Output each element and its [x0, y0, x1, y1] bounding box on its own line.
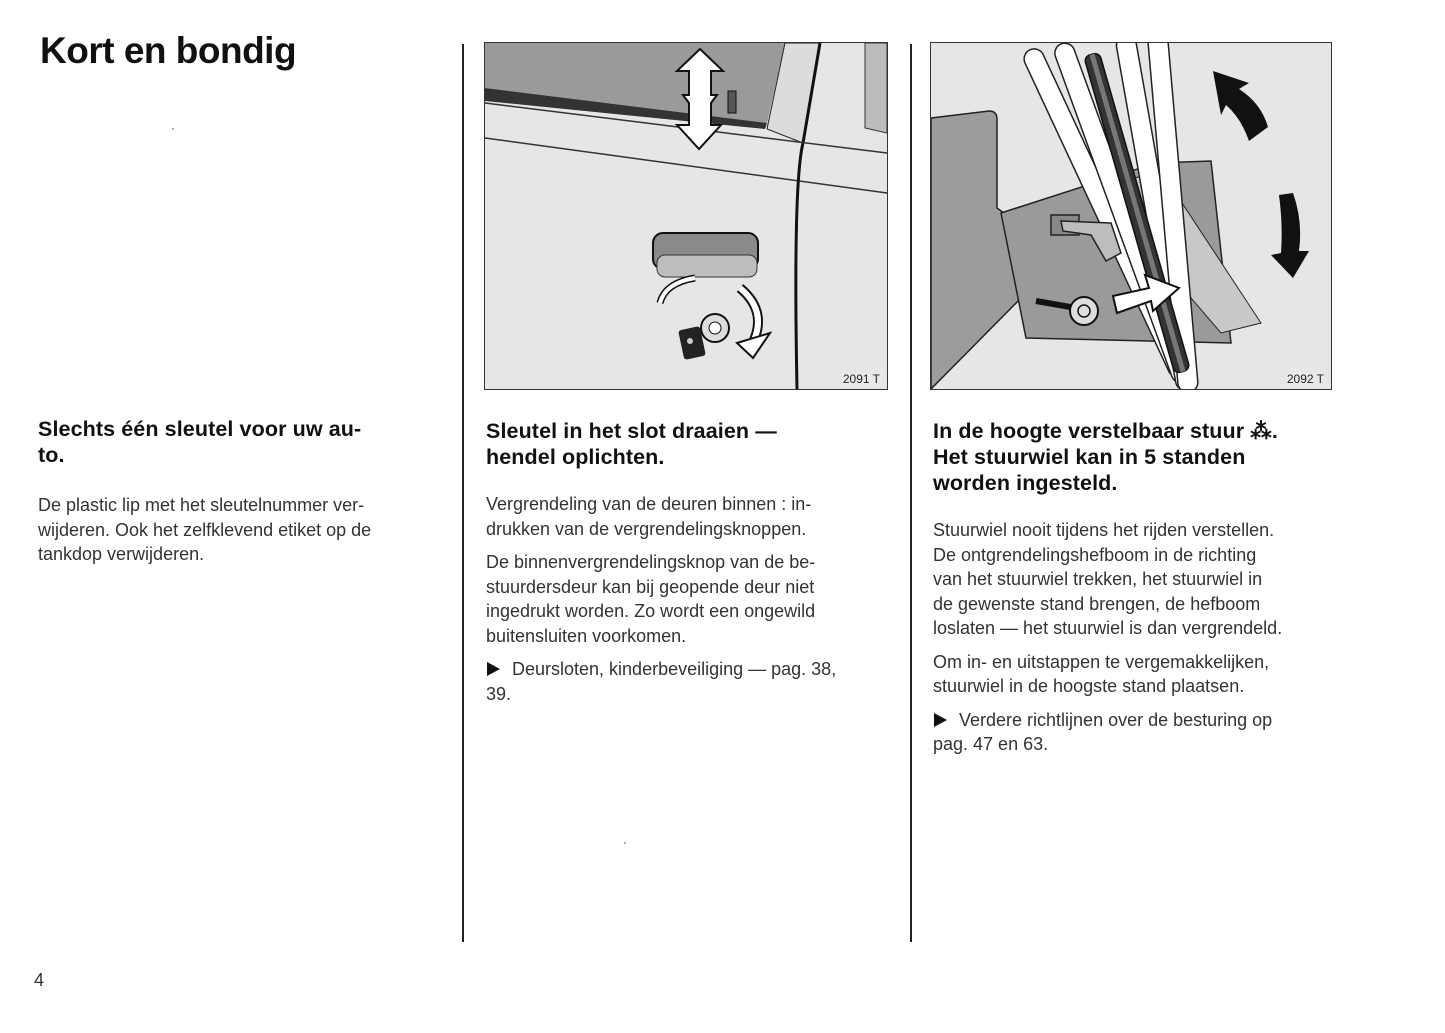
text-line: wijderen. Ook het zelfklevend etiket op de: [38, 519, 372, 540]
text-line: Om in- en uitstappen te vergemakkelijken,: [933, 651, 1270, 672]
steering-adjust-illustration: [931, 43, 1331, 389]
page-title: Kort en bondig: [40, 30, 297, 71]
reference-text: [512, 657, 836, 682]
triangle-right-icon: [487, 662, 500, 676]
section-heading: [486, 418, 896, 470]
paragraph: [38, 493, 438, 567]
text-line: Deursloten, kinderbeveiliging — pag. 38,: [512, 659, 837, 679]
text-line: buitensluiten voorkomen.: [486, 625, 687, 646]
text-line: pag. 47 en 63.: [933, 734, 1049, 754]
text-line: Stuurwiel nooit tijdens het rijden verstellen.: [933, 520, 1275, 540]
figure-door-lock: [484, 42, 888, 390]
figure-number: 2092 T: [1286, 372, 1324, 386]
paragraph: [486, 550, 896, 648]
text-line: De binnenvergrendelingsknop van de be-: [486, 552, 816, 572]
text-line: loslaten — het stuurwiel is dan vergrendeld.: [933, 618, 1283, 638]
text-line: Verdere richtlijnen over de besturing op: [959, 709, 1273, 730]
heading-line: hendel oplichten.: [486, 445, 665, 469]
text-line: stuurdersdeur kan bij geopende deur niet: [486, 576, 815, 597]
section-heading: [38, 416, 438, 468]
figure-number: 2091 T: [842, 372, 880, 386]
heading-line: Het stuurwiel kan in 5 standen: [933, 445, 1246, 469]
text-line: 39.: [486, 683, 512, 704]
text-line: De ontgrendelingshefboom in de richting: [933, 544, 1257, 565]
page-number: 4: [34, 970, 45, 990]
reference-text: [959, 708, 1272, 733]
text-line: van het stuurwiel trekken, het stuurwiel in: [933, 569, 1263, 589]
heading-line: Sleutel in het slot draaien —: [486, 419, 777, 443]
heading-line: In de hoogte verstelbaar stuur ⁂.: [933, 419, 1278, 443]
door-lock-illustration: [485, 43, 887, 389]
paragraph: [933, 650, 1345, 699]
paragraph: [486, 492, 896, 541]
column-key-info: [38, 416, 438, 567]
speck: [624, 842, 626, 844]
heading-line: Slechts één sleutel voor uw au-: [38, 417, 362, 441]
page-reference: [933, 708, 1345, 733]
section-heading: [933, 418, 1345, 496]
text-line: stuurwiel in de hoogste stand plaatsen.: [933, 676, 1245, 696]
triangle-right-icon: [934, 713, 947, 727]
column-steering: [933, 418, 1345, 757]
column-divider: [910, 44, 912, 942]
text-line: ingedrukt worden. Zo wordt een ongewild: [486, 601, 816, 621]
paragraph: [933, 518, 1345, 641]
speck: [172, 128, 174, 130]
column-door-lock: [486, 418, 896, 706]
column-divider: [462, 44, 464, 942]
text-line: de gewenste stand brengen, de hefboom: [933, 593, 1261, 614]
text-line: Vergrendeling van de deuren binnen : in-: [486, 494, 812, 514]
figure-steering-adjust: [930, 42, 1332, 390]
heading-line: to.: [38, 443, 65, 467]
page-reference: [486, 657, 896, 682]
text-line: De plastic lip met het sleutelnummer ver-: [38, 495, 365, 515]
text-line: tankdop verwijderen.: [38, 544, 205, 564]
text-line: drukken van de vergrendelingsknoppen.: [486, 518, 807, 539]
heading-line: worden ingesteld.: [933, 471, 1118, 495]
